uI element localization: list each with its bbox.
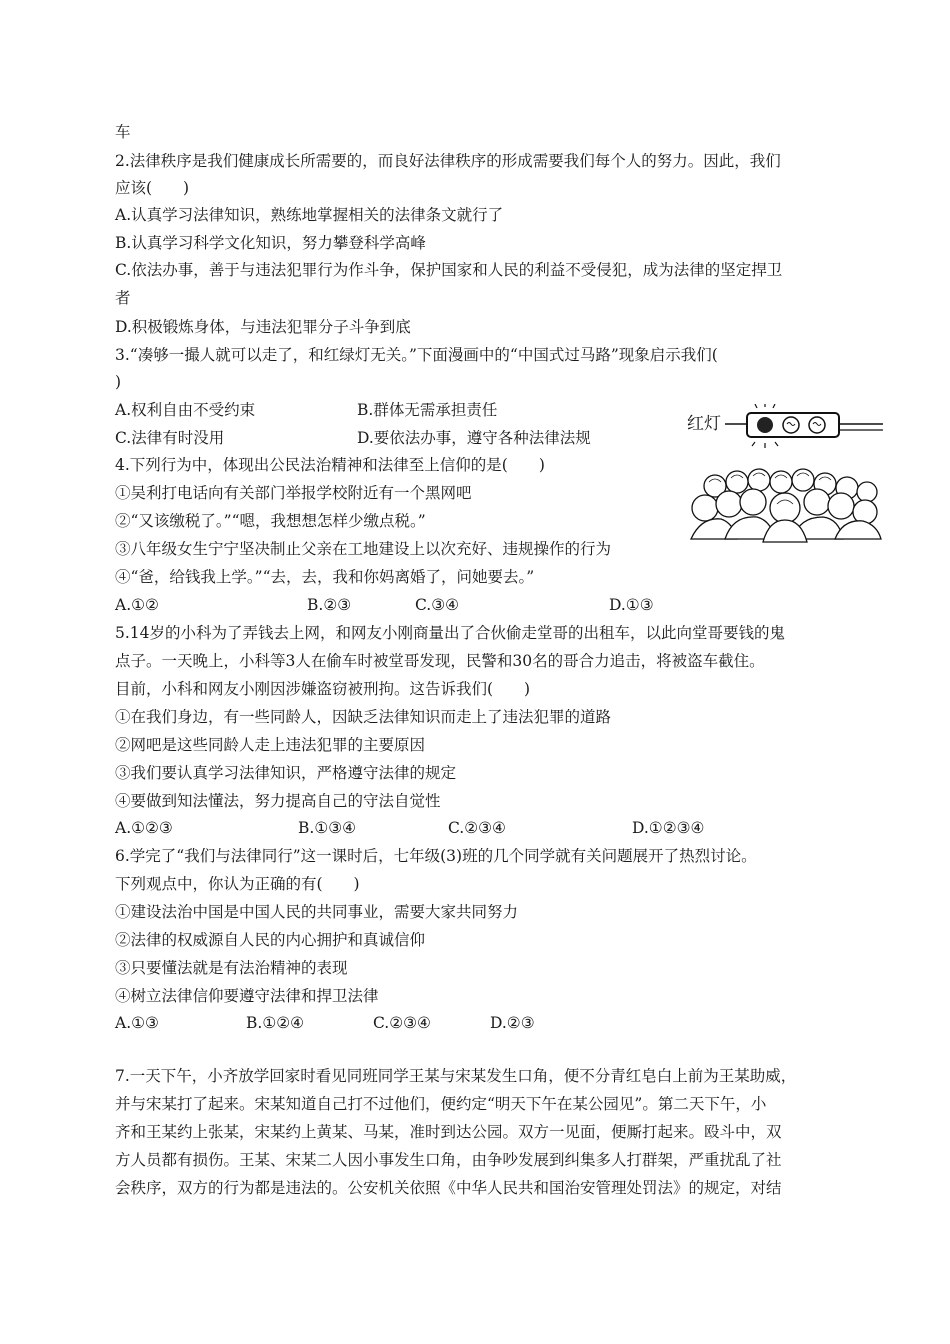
text-line: ) (115, 373, 122, 391)
q6-item-1: ①建设法治中国是中国人民的共同事业，需要大家共同努力 (115, 903, 519, 921)
question-6-stem: 6.学完了“我们与法律同行”这一课时后，七年级(3)班的几个同学就有关问题展开了热烈讨论。 (115, 847, 757, 865)
q4-item-4: ④“爸，给钱我上学。”“去，去，我和你妈离婚了，问她要去。” (115, 568, 535, 586)
q4-option-b: B.②③ (307, 596, 352, 614)
text-line: 下列观点中，你认为正确的有( ) (115, 875, 360, 893)
q2-option-b: B.认真学习科学文化知识，努力攀登科学高峰 (115, 234, 426, 252)
q5-option-a: A.①②③ (115, 819, 173, 837)
q5-option-b: B.①③④ (298, 819, 357, 837)
text-line: 会秩序，双方的行为都是违法的。公安机关依照《中华人民共和国治安管理处罚法》的规定，对结 (115, 1179, 782, 1197)
q3-option-b: B.群体无需承担责任 (357, 401, 498, 419)
q5-item-3: ③我们要认真学习法律知识，严格遵守法律的规定 (115, 764, 457, 782)
question-5-stem: 5.14岁的小科为了弄钱去上网，和网友小刚商量出了合伙偷走堂哥的出租车，以此向堂哥要钱的鬼 (115, 624, 786, 642)
text-line: 目前，小科和网友小刚因涉嫌盗窃被刑拘。这告诉我们( ) (115, 680, 531, 698)
q6-item-4: ④树立法律信仰要遵守法律和捍卫法律 (115, 987, 379, 1005)
text-line: 者 (115, 289, 131, 307)
text-line: 方人员都有损伤。王某、宋某二人因小事发生口角，由争吵发展到纠集多人打群架，严重扰乱了社 (115, 1151, 782, 1169)
red-light-label: 红灯 (687, 414, 721, 434)
q5-item-1: ①在我们身边，有一些同龄人，因缺乏法律知识而走上了违法犯罪的道路 (115, 708, 612, 726)
q6-option-c: C.②③④ (373, 1014, 431, 1032)
q4-option-c: C.③④ (415, 596, 460, 614)
q4-item-1: ①吴利打电话向有关部门举报学校附近有一个黑网吧 (115, 484, 472, 502)
question-7-stem: 7.一天下午，小齐放学回家时看见同班同学王某与宋某发生口角，便不分青红皂白上前为王某助威， (115, 1067, 797, 1085)
q4-item-3: ③八年级女生宁宁坚决制止父亲在工地建设上以次充好、违规操作的行为 (115, 540, 612, 558)
q2-option-a: A.认真学习法律知识，熟练地掌握相关的法律条文就行了 (115, 206, 504, 224)
q6-item-2: ②法律的权威源自人民的内心拥护和真诚信仰 (115, 931, 426, 949)
question-4-stem: 4.下列行为中，体现出公民法治精神和法律至上信仰的是( ) (115, 456, 545, 474)
crossing-cartoon-illustration (685, 404, 885, 544)
q6-option-a: A.①③ (115, 1014, 159, 1032)
q5-item-4: ④要做到知法懂法，努力提高自己的守法自觉性 (115, 792, 441, 810)
q4-option-d: D.①③ (609, 596, 654, 614)
red-light-icon (757, 417, 773, 433)
q6-item-3: ③只要懂法就是有法治精神的表现 (115, 959, 348, 977)
q3-option-d: D.要依法办事，遵守各种法律法规 (357, 429, 591, 447)
q2-option-c: C.依法办事，善于与违法犯罪行为作斗争，保护国家和人民的利益不受侵犯，成为法律的坚定捍卫 (115, 261, 783, 279)
q4-item-2: ②“又该缴税了。”“嗯，我想想怎样少缴点税。” (115, 512, 426, 530)
q3-option-c: C.法律有时没用 (115, 429, 225, 447)
text-line: 应该( ) (115, 179, 190, 197)
q3-option-a: A.权利自由不受约束 (115, 401, 256, 419)
q4-option-a: A.①② (115, 596, 159, 614)
q6-option-d: D.②③ (490, 1014, 535, 1032)
q5-option-d: D.①②③④ (632, 819, 705, 837)
text-line: 点子。一天晚上，小科等3人在偷车时被堂哥发现，民警和30名的哥合力追击，将被盗车截住。 (115, 652, 765, 670)
text-line: 车 (115, 123, 131, 141)
question-2-stem: 2.法律秩序是我们健康成长所需要的，而良好法律秩序的形成需要我们每个人的努力。因此，我们 (115, 152, 781, 170)
text-line: 齐和王某约上张某，宋某约上黄某、马某，准时到达公园。双方一见面，便厮打起来。殴斗中，双 (115, 1123, 782, 1141)
q2-option-d: D.积极锻炼身体，与违法犯罪分子斗争到底 (115, 318, 411, 336)
q6-option-b: B.①②④ (246, 1014, 305, 1032)
question-3-stem: 3.“凑够一撮人就可以走了，和红绿灯无关。”下面漫画中的“中国式过马路”现象启示我们( (115, 346, 718, 364)
text-line: 并与宋某打了起来。宋某知道自己打不过他们，便约定“明天下午在某公园见”。第二天下午，小 (115, 1095, 767, 1113)
q5-option-c: C.②③④ (448, 819, 506, 837)
crowd-illustration (691, 469, 881, 542)
q5-item-2: ②网吧是这些同龄人走上违法犯罪的主要原因 (115, 736, 426, 754)
